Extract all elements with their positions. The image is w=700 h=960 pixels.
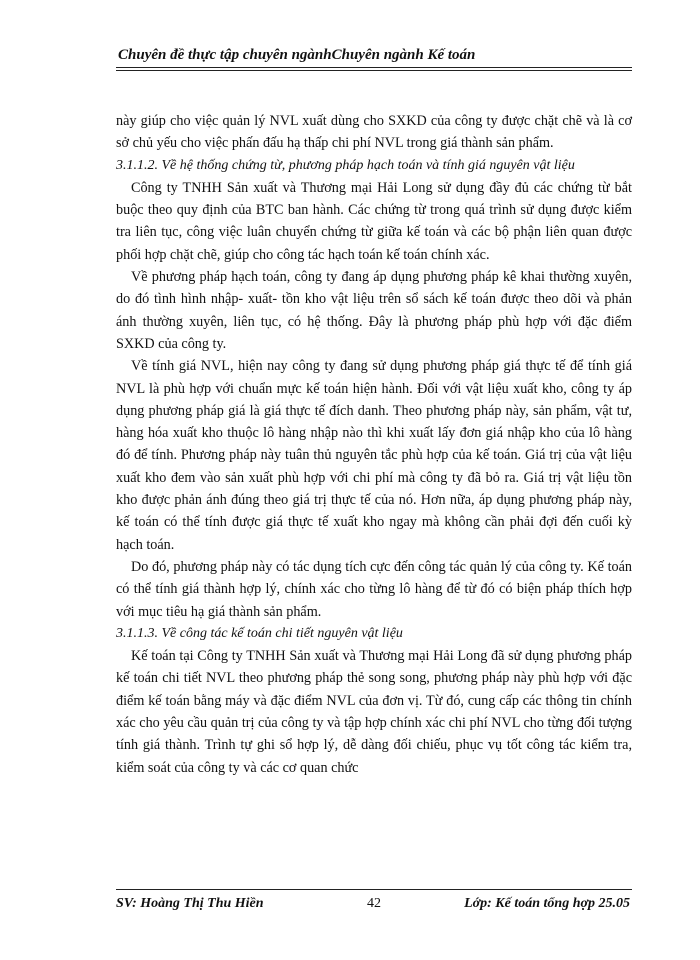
section-heading-3-1-1-2: 3.1.1.2. Về hệ thống chứng từ, phương pháp hạch toán và tính giá nguyên vật liệu [116, 157, 575, 173]
header-rule [116, 67, 632, 68]
paragraph: Kế toán tại Công ty TNHH Sản xuất và Thương mại Hải Long đã sử dụng phương pháp kế toán chi tiết NVL theo phương pháp thẻ song song, phương pháp này phù hợp với đặc điểm kế toán bằng máy và đặc điểm NVL của đơn vị. Từ đó, cung cấp các thông tin chính xác cho yêu cầu quản trị của công ty và tập hợp chính xác chi phí NVL cho từng đối tượng tính giá thành. Trình tự ghi sổ hợp lý, dễ dàng đối chiếu, phục vụ tốt công tác kiểm tra, kiểm soát của công ty và các cơ quan chức [116, 648, 632, 776]
footer-class-name: Lớp: Kế toán tổng hợp 25.05 [464, 896, 630, 911]
paragraph: Công ty TNHH Sản xuất và Thương mại Hải Long sử dụng đầy đủ các chứng từ bắt buộc theo quy định của BTC ban hành. Các chứng từ trong quá trình sử dụng được kiểm tra liên tục, công việc luân chuyển chứng từ giữa kế toán và các bộ phận liên quan được phối hợp chặt chẽ, giúp cho công tác hạch toán kế toán chính xác. [116, 179, 632, 263]
footer-student-name: SV: Hoàng Thị Thu Hiền [116, 896, 264, 911]
paragraph: Về phương pháp hạch toán, công ty đang áp dụng phương pháp kê khai thường xuyên, do đó tình hình nhập- xuất- tồn kho vật liệu trên sổ sách kế toán được theo dõi và phản ánh thường xuyên, liên tục, có hệ thống. Đây là phương pháp phù hợp với đặc điểm SXKD của công ty. [116, 269, 632, 352]
section-heading-3-1-1-3: 3.1.1.3. Về công tác kế toán chi tiết nguyên vật liệu [116, 625, 403, 641]
paragraph: Do đó, phương pháp này có tác dụng tích cực đến công tác quản lý của công ty. Kế toán có thể tính giá thành hợp lý, chính xác cho từng lô hàng để từ đó có biện pháp thích hợp với mục tiêu hạ giá thành sản phẩm. [116, 558, 632, 620]
page-header-title: Chuyên đề thực tập chuyên ngànhChuyên ngành Kế toán [118, 47, 476, 63]
header-rule-double [116, 70, 632, 71]
document-body [116, 110, 632, 779]
page-number: 42 [367, 896, 381, 911]
page-footer [116, 896, 632, 916]
paragraph-continuation: này giúp cho việc quản lý NVL xuất dùng cho SXKD của công ty được chặt chẽ và là cơ sở chủ yếu cho việc phấn đấu hạ thấp chi phí NVL trong giá thành sản phẩm. [116, 113, 632, 152]
paragraph: Về tính giá NVL, hiện nay công ty đang sử dụng phương pháp giá thực tế để tính giá NVL là phù hợp với chuẩn mực kế toán hiện hành. Đối với vật liệu xuất kho, công ty áp dụng phương pháp giá là giá thực tế đích danh. Theo phương pháp này, sản phẩm, vật tư, hàng hóa xuất kho thuộc lô hàng nhập nào thì khi xuất lấy đơn giá nhập kho của lô hàng đó để tính. Phương pháp này tuân thủ nguyên tắc phù hợp của kế toán. Giá trị của vật liệu xuất kho đem vào sản xuất phù hợp với chi phí mà công ty đã bỏ ra. Giá trị vật liệu tồn kho được phản ánh đúng theo giá trị thực tế của nó. Hơn nữa, áp dụng phương pháp này, kế toán có thể tính được giá thực tế xuất kho ngay mà không cần phải đợi đến cuối kỳ hạch toán. [116, 358, 632, 553]
footer-rule [116, 889, 632, 890]
